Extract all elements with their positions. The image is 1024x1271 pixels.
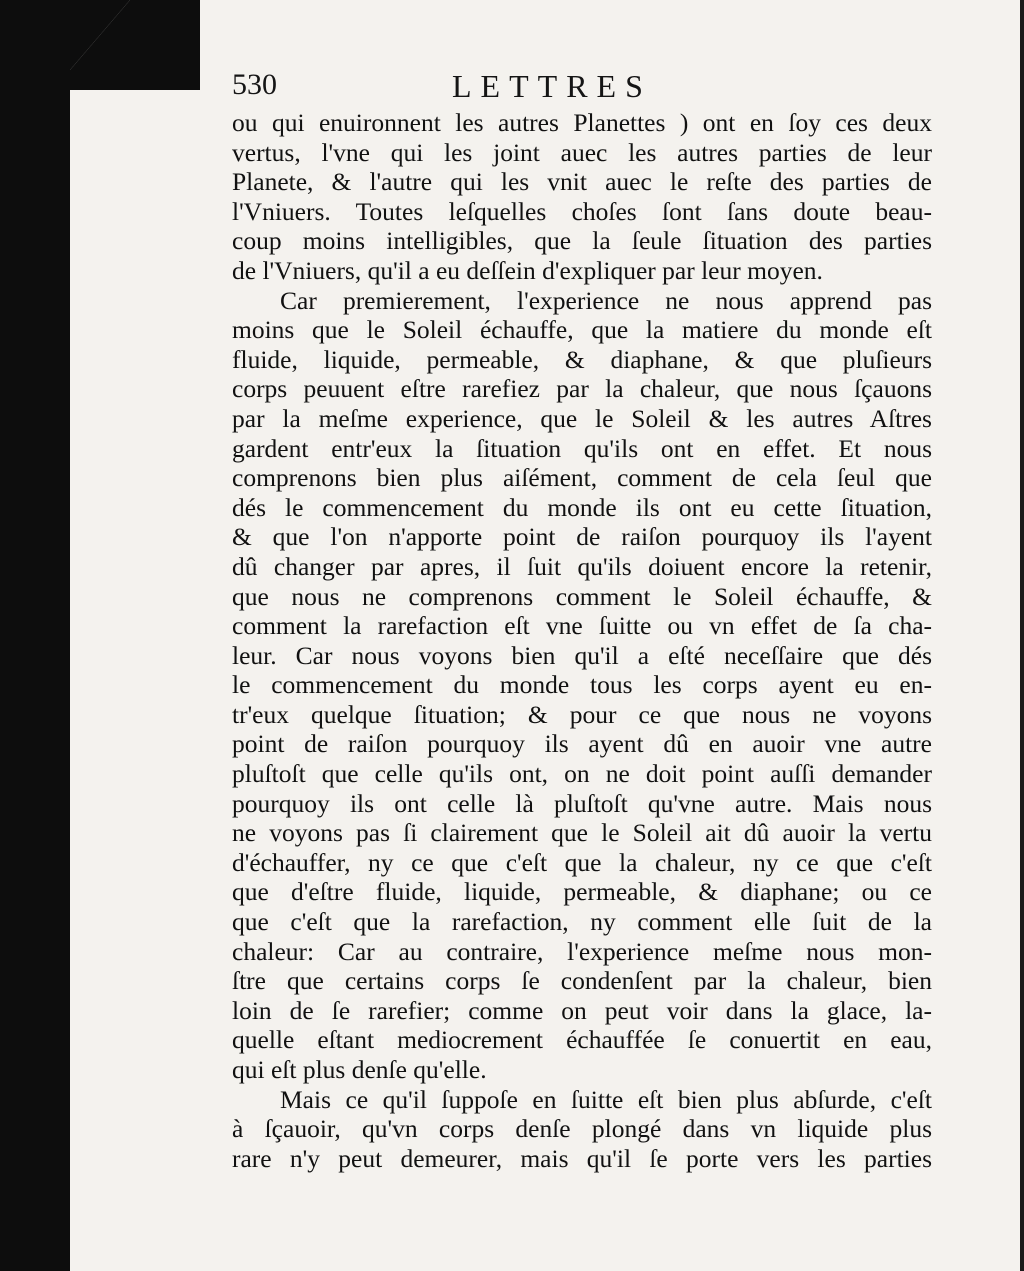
- text-line: tr'eux quelque ſituation; & pour ce que nous ne voyons: [232, 699, 932, 729]
- text-line: l'Vniuers. Toutes leſquelles choſes ſont ſans doute beau-: [232, 196, 932, 226]
- text-line: point de raiſon pourquoy ils ayent dû en auoir vne autre: [232, 729, 932, 759]
- text-line: pluſtoſt que celle qu'ils ont, on ne doit point auſſi demander: [232, 759, 932, 789]
- text-line: Planete, & l'autre qui les vnit auec le reſte des parties de: [232, 167, 932, 197]
- text-line: fluide, liquide, permeable, & diaphane, & que pluſieurs: [232, 344, 932, 374]
- text-line: ſtre que certains corps ſe condenſent par la chaleur, bien: [232, 966, 932, 996]
- text-line: chaleur: Car au contraire, l'experience meſme nous mon-: [232, 936, 932, 966]
- page-header: [232, 68, 932, 108]
- text-line: qui eſt plus denſe qu'elle.: [232, 1055, 487, 1084]
- text-line: que d'eſtre fluide, liquide, permeable, & diaphane; ou ce: [232, 877, 932, 907]
- torn-corner: [70, 0, 200, 90]
- text-line: ou qui enuironnent les autres Planettes ) ont en ſoy ces deux: [232, 108, 932, 137]
- paragraph-start: Car premierement, l'experience ne nous apprend pas: [280, 285, 932, 315]
- text-line: de l'Vniuers, qu'il a eu deſſein d'expliquer par leur moyen.: [232, 255, 823, 285]
- text-line: coup moins intelligibles, que la ſeule ſituation des parties: [232, 226, 932, 256]
- text-line: dû changer par apres, il ſuit qu'ils doiuent encore la retenir,: [232, 551, 932, 581]
- text-line: d'échauffer, ny ce que c'eſt que la chaleur, ny ce que c'eſt: [232, 847, 932, 877]
- text-line: par la meſme experience, que le Soleil & les autres Aſtres: [232, 403, 932, 433]
- text-line: leur. Car nous voyons bien qu'il a eſté neceſſaire que dés: [232, 640, 932, 670]
- text-line: corps peuuent eſtre rarefiez par la chaleur, que nous ſçauons: [232, 374, 932, 404]
- text-line: que c'eſt que la rarefaction, ny comment elle ſuit de la: [232, 907, 932, 937]
- body-text: [232, 108, 932, 1173]
- text-line: que nous ne comprenons comment le Soleil échauffe, &: [232, 581, 932, 611]
- page-number: 530: [232, 68, 277, 101]
- text-line: comprenons bien plus aiſément, comment de cela ſeul que: [232, 463, 932, 493]
- text-line: gardent entr'eux la ſituation qu'ils ont en effet. Et nous: [232, 433, 932, 463]
- text-line: le commencement du monde tous les corps ayent eu en-: [232, 670, 932, 700]
- text-line: quelle eſtant mediocrement échauffée ſe conuertit en eau,: [232, 1025, 932, 1055]
- text-line: moins que le Soleil échauffe, que la matiere du monde eſt: [232, 315, 932, 345]
- text-line: à ſçauoir, qu'vn corps denſe plongé dans vn liquide plus: [232, 1114, 932, 1144]
- text-line: dés le commencement du monde ils ont eu cette ſituation,: [232, 492, 932, 522]
- text-line: rare n'y peut demeurer, mais qu'il ſe porte vers les parties: [232, 1143, 932, 1173]
- running-head: LETTRES: [452, 68, 652, 104]
- text-line: pourquoy ils ont celle là pluſtoſt qu'vne autre. Mais nous: [232, 788, 932, 818]
- text-line: comment la rarefaction eſt vne ſuitte ou vn effet de ſa cha-: [232, 611, 932, 641]
- paragraph-start: Mais ce qu'il ſuppoſe en ſuitte eſt bien plus abſurde, c'eſt: [280, 1084, 932, 1114]
- page-edge: [1020, 0, 1024, 1271]
- text-line: & que l'on n'apporte point de raiſon pourquoy ils l'ayent: [232, 522, 932, 552]
- text-line: ne voyons pas ſi clairement que le Soleil ait dû auoir la vertu: [232, 818, 932, 848]
- text-line: vertus, l'vne qui les joint auec les autres parties de leur: [232, 137, 932, 167]
- text-line: loin de ſe rarefier; comme on peut voir dans la glace, la-: [232, 995, 932, 1025]
